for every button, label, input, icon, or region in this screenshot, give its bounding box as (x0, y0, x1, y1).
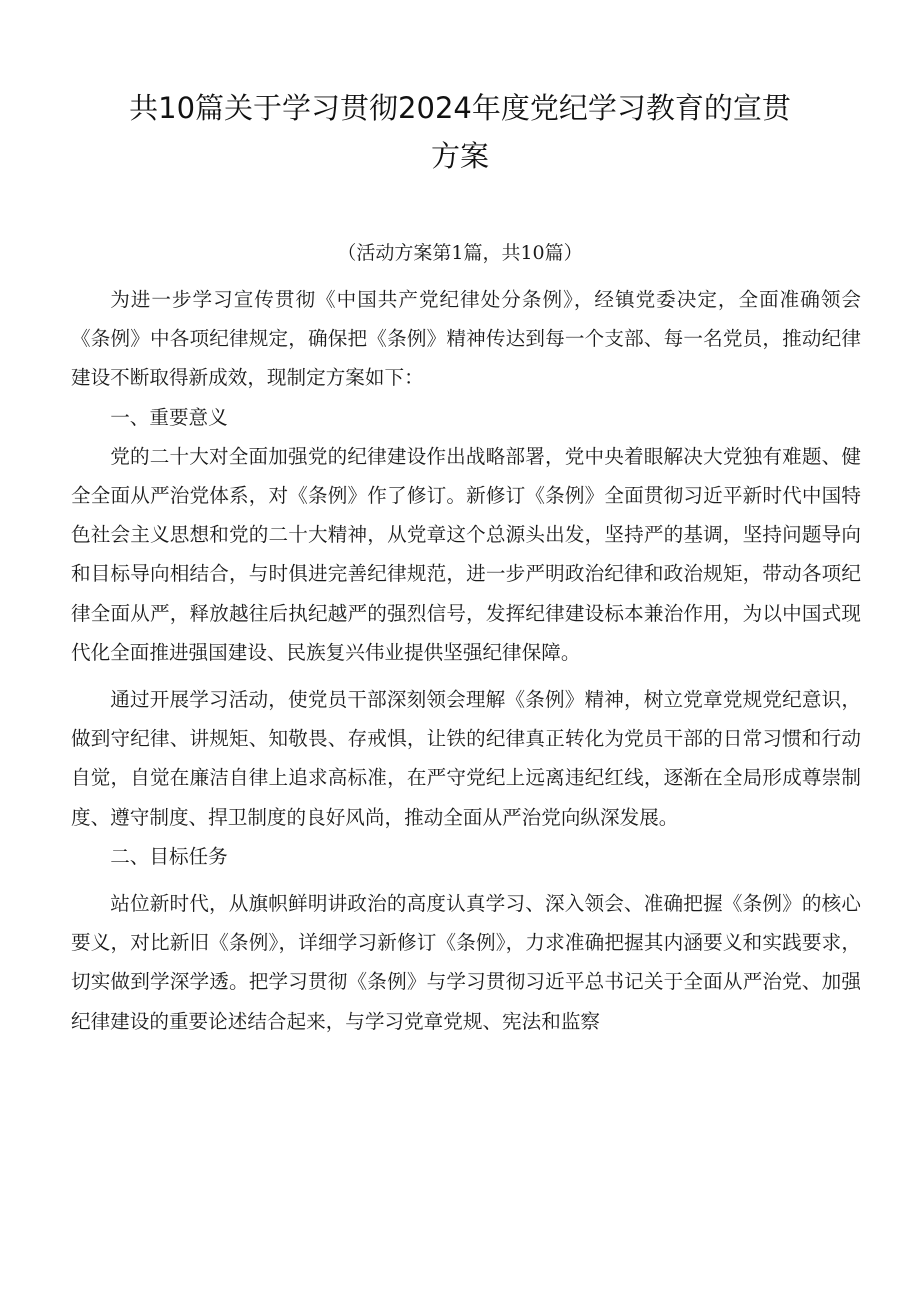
document-title-line-2: 方案 (430, 139, 489, 173)
section-1-paragraph-1: 党的二十大对全面加强党的纪律建设作出战略部署，党中央着眼解决大党独有难题、健全全面从严治党体系，对《条例》作了修订。新修订《条例》全面贯彻习近平新时代中国特色社会主义思想和党的二十大精神，从党章这个总源头出发，坚持严的基调，坚持问题导向和目标导向相结合，与时俱进完善纪律规范，进一步严明政治纪律和政治规矩，带动各项纪律全面从严，释放越往后执纪越严的强烈信号，发挥纪律建设标本兼治作用，为以中国式现代化全面推进强国建设、民族复兴伟业提供坚强纪律保障。 (71, 444, 861, 664)
document-title-line-1: 共10篇关于学习贯彻2024年度党纪学习教育的宣贯 (129, 91, 791, 125)
section-2-paragraph-1: 站位新时代，从旗帜鲜明讲政治的高度认真学习、深入领会、准确把握《条例》的核心要义，对比新旧《条例》，详细学习新修订《条例》，力求准确把握其内涵要义和实践要求，切实做到学深学透。把学习贯彻《条例》与学习贯彻习近平总书记关于全面从严治党、加强纪律建设的重要论述结合起来，与学习党章党规、宪法和监察 (71, 892, 861, 1033)
intro-paragraph: 为进一步学习宣传贯彻《中国共产党纪律处分条例》，经镇党委决定，全面准确领会《条例》中各项纪律规定，确保把《条例》精神传达到每一个支部、每一名党员，推动纪律建设不断取得新成效，现制定方案如下： (71, 288, 861, 390)
section-2-heading: 二、目标任务 (110, 844, 228, 868)
document-subtitle: （活动方案第1篇，共10篇） (337, 242, 583, 264)
document-body (71, 280, 861, 1041)
section-1-heading: 一、重要意义 (110, 405, 228, 429)
section-1-paragraph-2: 通过开展学习活动，使党员干部深刻领会理解《条例》精神，树立党章党规党纪意识，做到守纪律、讲规矩、知敬畏、存戒惧，让铁的纪律真正转化为党员干部的日常习惯和行动自觉，自觉在廉洁自律上追求高标准，在严守党纪上远离违纪红线，逐渐在全局形成尊崇制度、遵守制度、捍卫制度的良好风尚，推动全面从严治党向纵深发展。 (71, 688, 861, 829)
